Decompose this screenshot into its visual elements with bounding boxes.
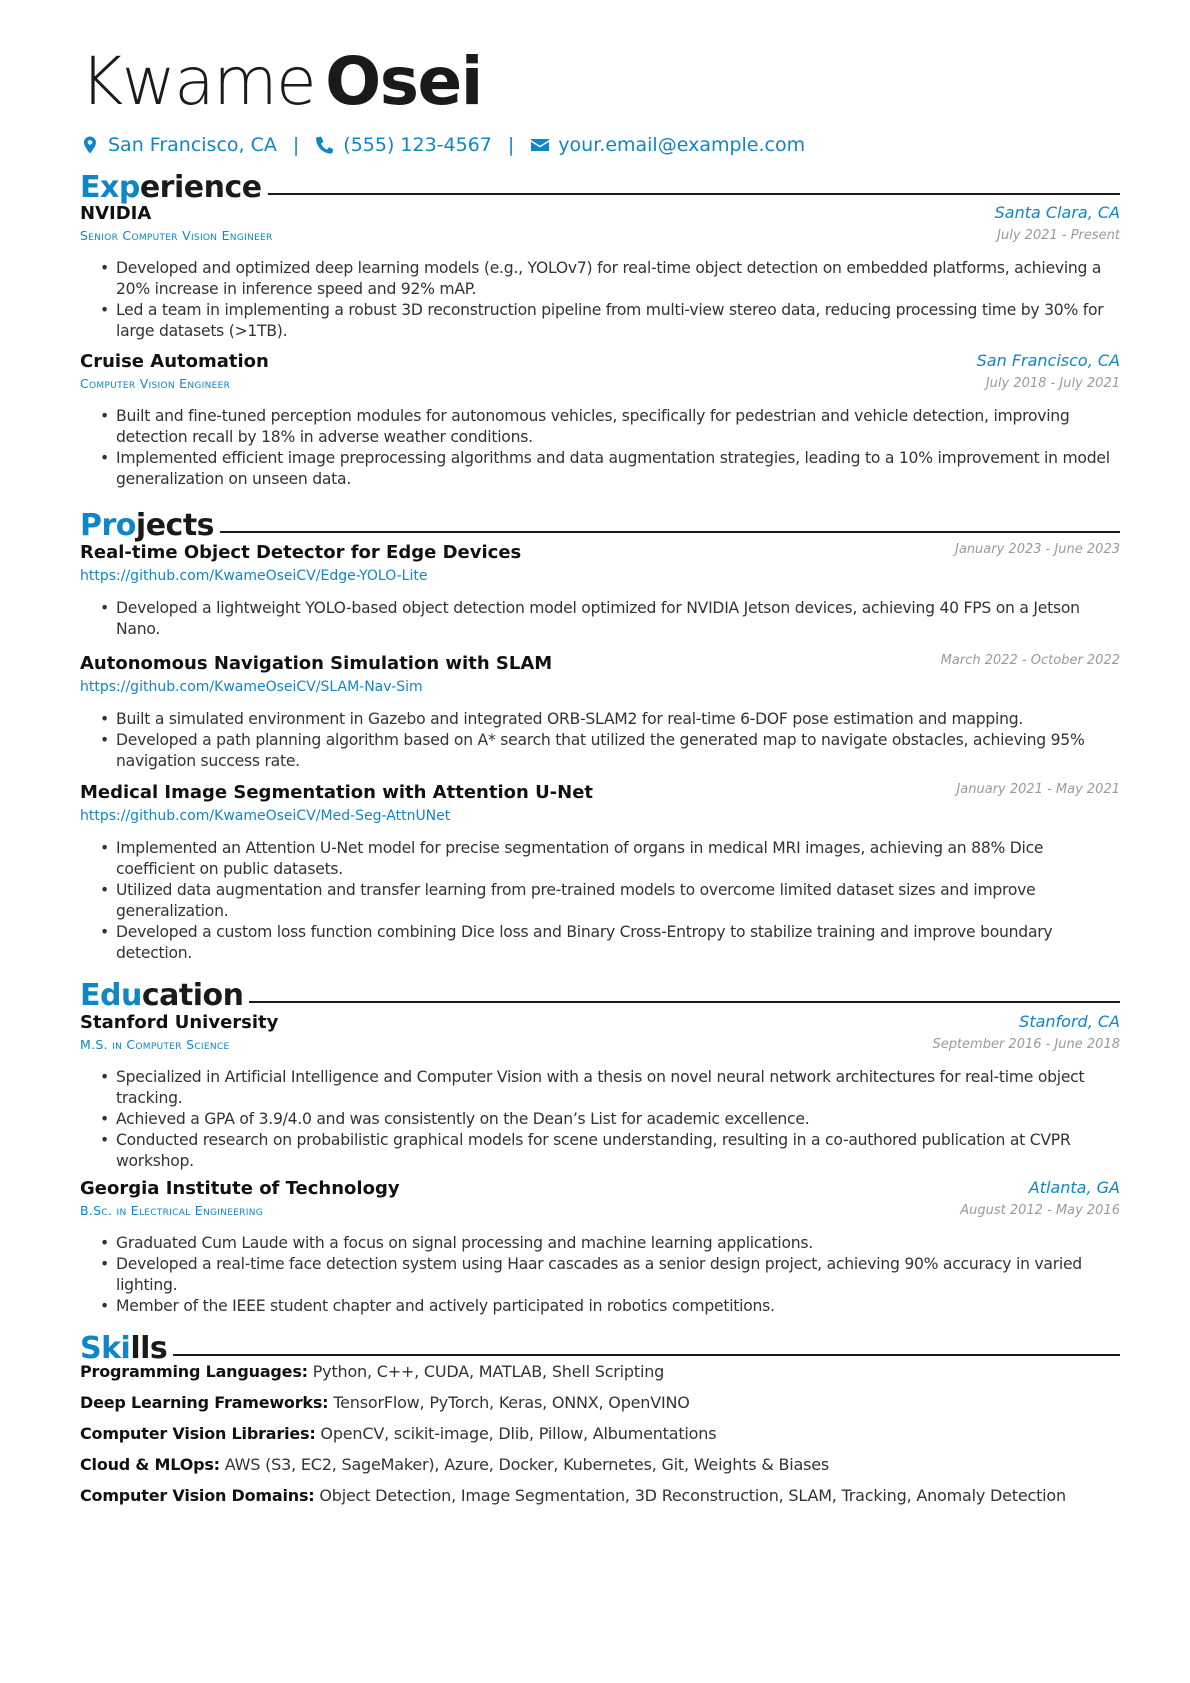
list-item: • Developed and optimized deep learning models (e.g., YOLOv7) for real-time object detection on embedded platforms, achieving a 20% increase in inference speed and 92% mAP. — [116, 258, 1116, 300]
education-dates: August 2012 - May 2016 — [960, 1203, 1120, 1218]
last-name: Osei — [325, 43, 482, 120]
project-dates: January 2021 - May 2021 — [956, 782, 1120, 797]
section-rule — [249, 1001, 1120, 1003]
envelope-icon — [530, 135, 550, 155]
project-dates: January 2023 - June 2023 — [955, 542, 1120, 557]
bullet-list — [80, 838, 1116, 964]
phone-icon — [315, 135, 335, 155]
job-dates: July 2018 - July 2021 — [985, 376, 1120, 391]
skill-value: Object Detection, Image Segmentation, 3D Reconstruction, SLAM, Tracking, Anomaly Detection — [319, 1486, 1066, 1505]
list-item: • Led a team in implementing a robust 3D reconstruction pipeline from multi-view stereo data, reducing processing time by 30% for large datasets (>1TB). — [116, 300, 1116, 342]
location-text: San Francisco, CA — [108, 134, 277, 156]
company-name: Cruise Automation — [80, 351, 269, 372]
section-title — [80, 1331, 167, 1366]
list-item: • Built a simulated environment in Gazebo and integrated ORB-SLAM2 for real-time 6-DOF pose estimation and mapping. — [116, 709, 1116, 730]
email-link[interactable]: your.email@example.com — [558, 134, 806, 156]
skill-label: Computer Vision Domains: — [80, 1486, 315, 1505]
bullet-list — [80, 598, 1116, 640]
section-experience — [80, 167, 1120, 207]
section-education — [80, 975, 1120, 1015]
bullet-list — [80, 1067, 1116, 1172]
section-rule — [220, 531, 1120, 533]
list-item: • Developed a lightweight YOLO-based object detection model optimized for NVIDIA Jetson devices, achieving 40 FPS on a Jetson Nano. — [116, 598, 1116, 640]
section-title-rest: erience — [139, 169, 262, 205]
project-dates: March 2022 - October 2022 — [940, 653, 1120, 668]
skill-value: TensorFlow, PyTorch, Keras, ONNX, OpenVINO — [333, 1393, 690, 1412]
project-link[interactable]: https://github.com/KwameOseiCV/SLAM-Nav-Sim — [80, 679, 423, 695]
school-name: Georgia Institute of Technology — [80, 1178, 400, 1199]
candidate-name — [80, 42, 482, 122]
section-title-highlight: Ski — [80, 1330, 131, 1366]
education-dates: September 2016 - June 2018 — [932, 1037, 1120, 1052]
contact-separator: | — [507, 134, 515, 156]
section-title-rest: cation — [141, 977, 244, 1013]
section-title-highlight: Edu — [80, 977, 142, 1013]
project-title: Real-time Object Detector for Edge Devices — [80, 542, 522, 563]
skill-row — [80, 1486, 1066, 1505]
job-role: Computer Vision Engineer — [80, 376, 231, 391]
phone-text[interactable]: (555) 123-4567 — [343, 134, 492, 156]
list-item: • Developed a custom loss function combining Dice loss and Binary Cross-Entropy to stabilize training and improve boundary detection. — [116, 922, 1116, 964]
skill-label: Computer Vision Libraries: — [80, 1424, 316, 1443]
section-title-rest: jects — [135, 507, 215, 543]
job-dates: July 2021 - Present — [997, 228, 1120, 243]
skill-value: Python, C++, CUDA, MATLAB, Shell Scripting — [312, 1362, 665, 1381]
skill-value: OpenCV, scikit-image, Dlib, Pillow, Albumentations — [320, 1424, 717, 1443]
list-item: • Member of the IEEE student chapter and actively participated in robotics competitions. — [116, 1296, 1116, 1317]
skill-label: Cloud & MLOps: — [80, 1455, 220, 1474]
list-item: • Graduated Cum Laude with a focus on signal processing and machine learning applications. — [116, 1233, 1116, 1254]
section-title — [80, 170, 262, 205]
contact-separator: | — [292, 134, 300, 156]
list-item: • Utilized data augmentation and transfer learning from pre-trained models to overcome limited dataset sizes and improve generalization. — [116, 880, 1116, 922]
skill-row — [80, 1455, 829, 1474]
list-item: • Implemented efficient image preprocessing algorithms and data augmentation strategies, leading to a 10% improvement in model generalization on unseen data. — [116, 448, 1116, 490]
list-item: • Built and fine-tuned perception modules for autonomous vehicles, specifically for pedestrian and vehicle detection, improving detection recall by 18% in adverse weather conditions. — [116, 406, 1116, 448]
skill-row — [80, 1424, 716, 1443]
section-title — [80, 978, 243, 1013]
list-item: • Implemented an Attention U-Net model for precise segmentation of organs in medical MRI images, achieving an 88% Dice coefficient on public datasets. — [116, 838, 1116, 880]
project-link[interactable]: https://github.com/KwameOseiCV/Med-Seg-AttnUNet — [80, 808, 451, 824]
list-item: • Developed a path planning algorithm based on A* search that utilized the generated map to navigate obstacles, achieving 95% navigation success rate. — [116, 730, 1116, 772]
skill-label: Deep Learning Frameworks: — [80, 1393, 329, 1412]
job-location: San Francisco, CA — [976, 351, 1120, 370]
project-title: Medical Image Segmentation with Attention U-Net — [80, 782, 594, 803]
degree: M.S. in Computer Science — [80, 1037, 230, 1052]
job-location: Santa Clara, CA — [994, 203, 1120, 222]
section-title-rest: lls — [130, 1330, 168, 1366]
skill-row — [80, 1393, 690, 1412]
skill-label: Programming Languages: — [80, 1362, 308, 1381]
job-role: Senior Computer Vision Engineer — [80, 228, 273, 243]
project-link[interactable]: https://github.com/KwameOseiCV/Edge-YOLO-Lite — [80, 568, 428, 584]
skill-value: AWS (S3, EC2, SageMaker), Azure, Docker, Kubernetes, Git, Weights & Biases — [224, 1455, 830, 1474]
company-name: NVIDIA — [80, 203, 152, 224]
map-pin-icon — [80, 135, 100, 155]
section-projects — [80, 505, 1120, 545]
list-item: • Achieved a GPA of 3.9/4.0 and was consistently on the Dean’s List for academic excellence. — [116, 1109, 1116, 1130]
bullet-list — [80, 258, 1116, 342]
list-item: • Specialized in Artificial Intelligence and Computer Vision with a thesis on novel neural network architectures for real-time object tracking. — [116, 1067, 1116, 1109]
section-title-highlight: Exp — [80, 169, 140, 205]
school-location: Atlanta, GA — [1028, 1178, 1120, 1197]
list-item: • Developed a real-time face detection system using Haar cascades as a senior design project, achieving 90% accuracy in varied lighting. — [116, 1254, 1116, 1296]
bullet-list — [80, 709, 1116, 772]
school-name: Stanford University — [80, 1012, 279, 1033]
contact-line — [80, 134, 805, 156]
section-rule — [173, 1354, 1120, 1356]
section-title — [80, 508, 214, 543]
list-item: • Conducted research on probabilistic graphical models for scene understanding, resulting in a co-authored publication at CVPR workshop. — [116, 1130, 1116, 1172]
school-location: Stanford, CA — [1019, 1012, 1120, 1031]
section-title-highlight: Pro — [80, 507, 136, 543]
skill-row — [80, 1362, 664, 1381]
degree: B.Sc. in Electrical Engineering — [80, 1203, 264, 1218]
first-name: Kwame — [80, 43, 316, 120]
bullet-list — [80, 406, 1116, 490]
section-rule — [268, 193, 1120, 195]
project-title: Autonomous Navigation Simulation with SLAM — [80, 653, 553, 674]
bullet-list — [80, 1233, 1116, 1317]
